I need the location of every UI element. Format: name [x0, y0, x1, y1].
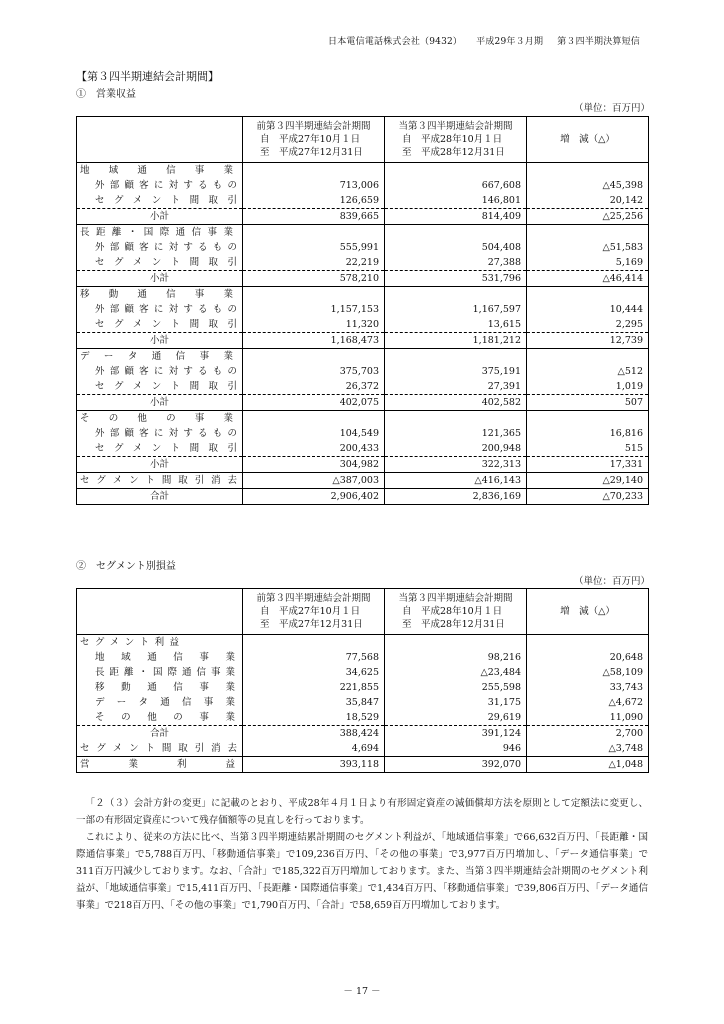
- value-cell: 515: [624, 443, 643, 454]
- subtotal-label: 小計: [77, 395, 243, 411]
- inter-label: [77, 379, 243, 395]
- value-cell: 375,703: [243, 364, 385, 379]
- value-cell: 393,118: [243, 757, 385, 773]
- header-curr-period: 当第３四半期連結会計期間 自 平成28年10月１日 至 平成28年12月31日: [385, 117, 527, 163]
- section-title: 【第３四半期連結会計期間】: [76, 70, 219, 83]
- value-cell: 22,219: [243, 255, 385, 271]
- value-cell: 4,694: [243, 741, 385, 757]
- value-cell: 12,739: [527, 333, 649, 349]
- segment-name-text: 長距離・国際通信事業: [80, 227, 233, 238]
- value-cell: 2,836,169: [385, 489, 527, 505]
- page-number: － 17 －: [343, 986, 381, 997]
- value-cell: 5,169: [615, 257, 643, 268]
- operating-revenue-table: [76, 116, 649, 505]
- value-cell: 121,365: [385, 426, 527, 441]
- value-cell: 814,409: [385, 209, 527, 225]
- value-cell: △4,672: [608, 697, 643, 708]
- value-cell: [243, 635, 385, 651]
- inter-label-text: セグメント間取引: [95, 443, 237, 454]
- value-cell: [527, 349, 649, 365]
- operating-profit-row: [77, 757, 649, 773]
- subtotal-row: [77, 333, 649, 349]
- value-cell: 304,982: [243, 457, 385, 473]
- value-cell: 33,743: [609, 682, 643, 693]
- value-cell: 35,847: [243, 695, 385, 710]
- value-cell: 26,372: [243, 379, 385, 395]
- value-cell: [527, 287, 649, 303]
- segment-profit-label: [77, 635, 243, 651]
- value-cell: 713,006: [243, 178, 385, 193]
- value-cell: 146,801: [385, 193, 527, 209]
- external-label-text: 外部顧客に対するもの: [95, 180, 237, 191]
- value-cell: 200,433: [243, 441, 385, 457]
- external-label-text: 外部顧客に対するもの: [95, 366, 237, 377]
- inter-label: [77, 441, 243, 457]
- value-cell: 322,313: [385, 457, 527, 473]
- value-cell: 578,210: [243, 271, 385, 287]
- segment-name-text: 地域通信事業: [95, 652, 235, 663]
- value-cell: [243, 163, 385, 179]
- inter-label: [77, 193, 243, 209]
- value-cell: 20,648: [609, 652, 643, 663]
- table2-unit: （単位：百万円）: [573, 576, 650, 587]
- value-cell: [243, 287, 385, 303]
- value-cell: 31,175: [385, 695, 527, 710]
- value-cell: △58,109: [602, 667, 643, 678]
- segment-name: [77, 650, 243, 665]
- value-cell: 13,615: [385, 317, 527, 333]
- value-cell: 402,075: [243, 395, 385, 411]
- value-cell: △29,140: [527, 473, 649, 489]
- header-curr-period: 当第３四半期連結会計期間 自 平成28年10月１日 至 平成28年12月31日: [385, 589, 527, 635]
- value-cell: 402,582: [385, 395, 527, 411]
- segment-name: [77, 411, 243, 427]
- header-blank: [77, 589, 243, 635]
- value-cell: △3,748: [608, 743, 643, 754]
- table2-caption: ② セグメント別損益: [76, 561, 176, 572]
- inter-row: [77, 379, 649, 395]
- segment-header-row: [77, 225, 649, 241]
- elimination-row: [77, 473, 649, 489]
- external-row: [77, 240, 649, 255]
- segment-name-text: その他の事業: [95, 712, 235, 723]
- subtotal-label: 小計: [77, 333, 243, 349]
- header-blank: [77, 117, 243, 163]
- external-label-text: 外部顧客に対するもの: [95, 428, 237, 439]
- value-cell: △46,414: [527, 271, 649, 287]
- external-label-text: 外部顧客に対するもの: [95, 242, 237, 253]
- value-cell: 18,529: [243, 710, 385, 726]
- subtotal-row: [77, 209, 649, 225]
- value-cell: 1,168,473: [243, 333, 385, 349]
- value-cell: 946: [385, 741, 527, 757]
- inter-row: [77, 317, 649, 333]
- value-cell: 20,142: [609, 195, 643, 206]
- table1-caption: ① 営業収益: [76, 89, 136, 100]
- report-name: 第３四半期決算短信: [557, 37, 640, 47]
- note-paragraph: これにより、従来の方法に比べ、当第３四半期連結累計期間のセグメント利益が、「地域通信事業」で66,632百万円、「長距離・国際通信事業」で5,788百万円、「移動通信事業」で109,236百万円、「その他の事業」で3,977百万円増加し、「データ通信事業」で311百万円減少しております。なお、「合計」で185,322百万円増加しております。また、当第３四半期連結会計期間のセグメント利益が、「地域通信事業」で15,411百万円、「長距離・国際通信事業」で1,434百万円、「移動通信事業」で39,806百万円、「データ通信事業」で218百万円、「その他の事業」で1,790百万円、「合計」で58,659百万円増加しております。: [76, 832, 648, 911]
- value-cell: △70,233: [527, 489, 649, 505]
- inter-label: [77, 255, 243, 271]
- segment-header-row: [77, 163, 649, 179]
- value-cell: 839,665: [243, 209, 385, 225]
- segment-profit-row: [77, 695, 649, 710]
- external-label-text: 外部顧客に対するもの: [95, 304, 237, 315]
- value-cell: 77,568: [243, 650, 385, 665]
- value-cell: △51,583: [602, 242, 643, 253]
- value-cell: [385, 349, 527, 365]
- external-row: [77, 426, 649, 441]
- value-cell: 1,019: [615, 381, 643, 392]
- value-cell: △1,048: [527, 757, 649, 773]
- value-cell: 1,157,153: [243, 302, 385, 317]
- segment-profit-row: [77, 680, 649, 695]
- total-label: 合計: [77, 489, 243, 505]
- value-cell: 2,295: [615, 319, 643, 330]
- value-cell: 16,816: [609, 428, 643, 439]
- segment-profit-label-text: セグメント利益: [80, 637, 179, 648]
- external-label: [77, 302, 243, 317]
- inter-label-text: セグメント間取引: [95, 195, 237, 206]
- value-cell: 1,167,597: [385, 302, 527, 317]
- value-cell: 17,331: [527, 457, 649, 473]
- segment-name: [77, 225, 243, 241]
- value-cell: 388,424: [243, 726, 385, 742]
- value-cell: [385, 287, 527, 303]
- segment-profit-table: [76, 588, 649, 773]
- segment-name-text: その他の事業: [80, 413, 233, 424]
- segment-name-text: 長距離・国際通信事業: [95, 667, 235, 678]
- subtotal-label: 小計: [77, 271, 243, 287]
- value-cell: 10,444: [609, 304, 643, 315]
- value-cell: 221,855: [243, 680, 385, 695]
- value-cell: 392,070: [385, 757, 527, 773]
- elimination-label-text: セグメント間取引消去: [80, 743, 237, 754]
- value-cell: 11,320: [243, 317, 385, 333]
- notes: [76, 795, 648, 914]
- external-row: [77, 302, 649, 317]
- segment-name: [77, 665, 243, 680]
- external-label: [77, 426, 243, 441]
- segment-name: [77, 710, 243, 726]
- value-cell: [385, 635, 527, 651]
- segment-name-text: データ通信事業: [95, 697, 235, 708]
- value-cell: 391,124: [385, 726, 527, 742]
- segment-profit-row: [77, 650, 649, 665]
- external-row: [77, 178, 649, 193]
- value-cell: 667,608: [385, 178, 527, 193]
- value-cell: 555,991: [243, 240, 385, 255]
- value-cell: △25,256: [527, 209, 649, 225]
- external-label: [77, 178, 243, 193]
- value-cell: [527, 411, 649, 427]
- value-cell: [385, 411, 527, 427]
- segment-name-text: データ通信事業: [80, 351, 233, 362]
- inter-label-text: セグメント間取引: [95, 257, 237, 268]
- segment-name-text: 地域通信事業: [80, 165, 233, 176]
- elimination-label-text: セグメント間取引消去: [80, 475, 237, 486]
- company-name: 日本電信電話株式会社（9432）: [328, 37, 463, 47]
- value-cell: 11,090: [609, 712, 643, 723]
- external-label: [77, 364, 243, 379]
- total-row: [77, 489, 649, 505]
- value-cell: [243, 411, 385, 427]
- segment-header-row: [77, 287, 649, 303]
- segment-header-row: [77, 349, 649, 365]
- elimination-label: [77, 741, 243, 757]
- value-cell: 2,700: [527, 726, 649, 742]
- segment-name: [77, 287, 243, 303]
- fiscal-period: 平成29年３月期: [476, 37, 544, 47]
- value-cell: [527, 163, 649, 179]
- segment-name: [77, 680, 243, 695]
- total-label: 合計: [77, 726, 243, 742]
- value-cell: △512: [617, 366, 643, 377]
- value-cell: 34,625: [243, 665, 385, 680]
- segment-header-row: [77, 411, 649, 427]
- subtotal-label: 小計: [77, 209, 243, 225]
- page-header: [314, 34, 640, 47]
- value-cell: 375,191: [385, 364, 527, 379]
- value-cell: 507: [527, 395, 649, 411]
- value-cell: [243, 349, 385, 365]
- elimination-row: [77, 741, 649, 757]
- subtotal-row: [77, 457, 649, 473]
- value-cell: 29,619: [385, 710, 527, 726]
- total-row: [77, 726, 649, 742]
- segment-profit-row: [77, 665, 649, 680]
- external-label: [77, 240, 243, 255]
- value-cell: [527, 635, 649, 651]
- operating-profit-label: [77, 757, 243, 773]
- value-cell: 104,549: [243, 426, 385, 441]
- value-cell: △387,003: [243, 473, 385, 489]
- inter-row: [77, 193, 649, 209]
- value-cell: [385, 163, 527, 179]
- subtotal-row: [77, 271, 649, 287]
- subtotal-row: [77, 395, 649, 411]
- header-prev-period: 前第３四半期連結会計期間 自 平成27年10月１日 至 平成27年12月31日: [243, 117, 385, 163]
- header-diff: 増 減（△）: [527, 589, 649, 635]
- segment-name-text: 移動通信事業: [95, 682, 235, 693]
- value-cell: 531,796: [385, 271, 527, 287]
- inter-row: [77, 441, 649, 457]
- value-cell: 98,216: [385, 650, 527, 665]
- value-cell: △416,143: [385, 473, 527, 489]
- inter-row: [77, 255, 649, 271]
- note-paragraph: 「２（３）会計方針の変更」に記載のとおり、平成28年４月１日より有形固定資産の減価償却方法を原則として定額法に変更し、一部の有形固定資産について残存価額等の見直しを行っております。: [76, 798, 648, 826]
- inter-label: [77, 317, 243, 333]
- external-row: [77, 364, 649, 379]
- operating-profit-label-text: 営業利益: [80, 759, 235, 770]
- value-cell: 2,906,402: [243, 489, 385, 505]
- table1-unit: （単位：百万円）: [573, 103, 650, 114]
- value-cell: 504,408: [385, 240, 527, 255]
- value-cell: [527, 225, 649, 241]
- value-cell: 27,391: [385, 379, 527, 395]
- segment-profit-row: [77, 710, 649, 726]
- value-cell: 255,598: [385, 680, 527, 695]
- value-cell: 200,948: [385, 441, 527, 457]
- value-cell: [243, 225, 385, 241]
- segment-name: [77, 695, 243, 710]
- segment-profit-header-row: [77, 635, 649, 651]
- segment-name: [77, 349, 243, 365]
- header-diff: 増 減（△）: [527, 117, 649, 163]
- value-cell: △45,398: [602, 180, 643, 191]
- segment-name: [77, 163, 243, 179]
- segment-name-text: 移動通信事業: [80, 289, 233, 300]
- value-cell: 126,659: [243, 193, 385, 209]
- value-cell: 27,388: [385, 255, 527, 271]
- elimination-label: [77, 473, 243, 489]
- value-cell: △23,484: [385, 665, 527, 680]
- subtotal-label: 小計: [77, 457, 243, 473]
- inter-label-text: セグメント間取引: [95, 319, 237, 330]
- header-prev-period: 前第３四半期連結会計期間 自 平成27年10月１日 至 平成27年12月31日: [243, 589, 385, 635]
- inter-label-text: セグメント間取引: [95, 381, 237, 392]
- value-cell: [385, 225, 527, 241]
- value-cell: 1,181,212: [385, 333, 527, 349]
